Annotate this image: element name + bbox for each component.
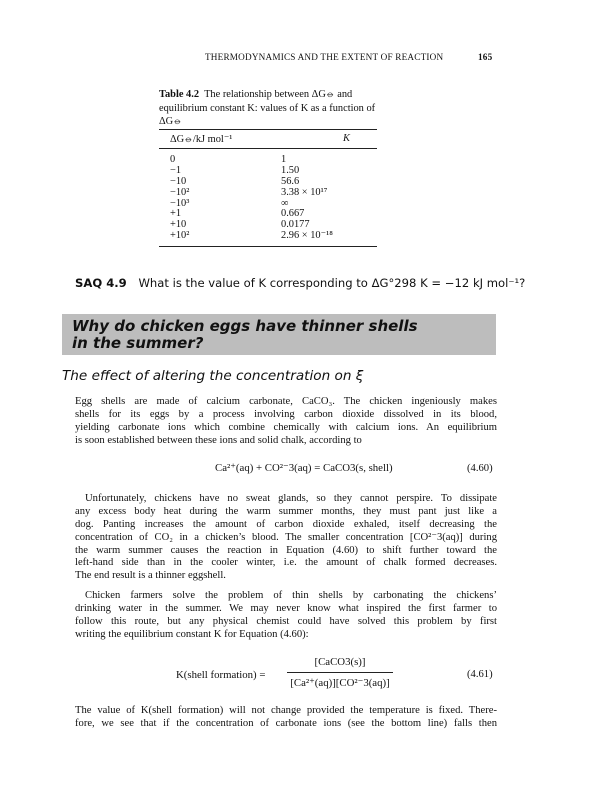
- text-line: dog. Panting increases the amount of carbon dioxide exhaled, itself decreasing the: [75, 518, 497, 530]
- text-line: is soon established between these ions and solid chalk, according to: [75, 434, 362, 446]
- table-cell-k: ∞: [281, 197, 289, 209]
- subheading: The effect of altering the concentration on ξ: [62, 368, 364, 384]
- table-row: [0, 155, 615, 166]
- paragraph-1: [75, 396, 497, 448]
- table-cell-dg: +10²: [170, 230, 190, 242]
- table-row: [0, 231, 615, 242]
- table-cell-dg: −10³: [170, 197, 190, 209]
- text-line: writing the equilibrium constant K for Equation (4.60):: [75, 628, 309, 640]
- table-caption: [159, 88, 377, 129]
- table-cell-dg: −10²: [170, 186, 190, 198]
- equation-4-61-number: (4.61): [467, 669, 493, 680]
- text-line: Chicken farmers solve the problem of thin shells by carbonating the chickens’: [85, 590, 497, 601]
- saq-block: [75, 276, 535, 290]
- table-bottom-rule: [159, 246, 377, 247]
- equation-4-61-denominator: [Ca²⁺(aq)][CO²⁻3(aq)]: [290, 677, 390, 689]
- table-cell-k: 1: [281, 154, 287, 165]
- text-line: left-hand side than in the cooler winter, i.e. the amount of chalk formed decreases.: [75, 557, 497, 569]
- running-title: THERMODYNAMICS AND THE EXTENT OF REACTION: [205, 52, 444, 62]
- text-line: fore, we see that if the concentration of carbonate ions (see the bottom line) falls then: [75, 717, 497, 729]
- table-col1-header: ΔG⦵/kJ mol⁻¹: [170, 134, 233, 145]
- fraction-bar: [287, 672, 393, 673]
- table-cell-dg: −1: [170, 164, 182, 176]
- paragraph-4: [75, 705, 497, 731]
- text-line: The value of K(shell formation) will not change provided the temperature is fixed. There-: [75, 705, 497, 716]
- table-cell-dg: +1: [170, 208, 182, 220]
- text-line: concentration of CO₂ in a chicken’s blood. The smaller concentration [CO²⁻3(aq)] during: [75, 531, 497, 543]
- text-line: Egg shells are made of calcium carbonate, CaCO₃. The chicken ingeniously makes: [75, 396, 497, 407]
- table-cell-k: 3.38 × 10¹⁷: [281, 186, 328, 198]
- text-line: Unfortunately, chickens have no sweat glands, so they cannot perspire. To dissipate: [85, 493, 497, 504]
- text-line: any excess body heat during the warm summer months, they must pant just like a: [75, 505, 497, 517]
- section-heading: [72, 318, 492, 352]
- table-caption-text: The relationship between ΔG⦵ and equilibrium constant K: values of K as a function of ΔG⦵: [159, 89, 376, 127]
- text-line: the warm summer causes the reaction in Equation (4.60) to shift further toward the: [75, 544, 497, 556]
- saq-question: What is the value of K corresponding to ΔG°298 K = −12 kJ mol⁻¹?: [138, 276, 526, 290]
- equation-4-61-lhs: K(shell formation) =: [176, 669, 266, 681]
- table-col2-header: K: [343, 133, 350, 144]
- text-line: yielding carbonate ions which combine chemically with calcium ions. An equilibrium: [75, 421, 497, 433]
- table-cell-dg: +10: [170, 219, 187, 231]
- text-line: drinking water in the summer. We may never know what inspired the first farmer to: [75, 602, 497, 614]
- equation-4-60: Ca²⁺(aq) + CO²⁻3(aq) = CaCO3(s, shell): [215, 462, 393, 474]
- text-line: follow this route, but any physical chemist could have solved this problem by first: [75, 615, 497, 627]
- table-top-rule: [159, 129, 377, 130]
- equation-4-60-number: (4.60): [467, 463, 493, 474]
- table-caption-label: Table 4.2: [159, 89, 200, 100]
- page-number: 165: [478, 52, 493, 62]
- table-cell-k: 2.96 × 10⁻¹⁸: [281, 230, 333, 242]
- table-cell-k: 1.50: [281, 164, 300, 176]
- table-row: [0, 188, 615, 199]
- equation-4-61-numerator: [CaCO3(s)]: [314, 656, 366, 668]
- paragraph-2: [75, 493, 497, 583]
- table-cell-k: 0.667: [281, 208, 305, 220]
- table-cell-dg: −10: [170, 175, 187, 187]
- text-line: shells for its eggs by a process involving carbon dioxide dissolved in its blood,: [75, 408, 497, 420]
- paragraph-3: [75, 590, 497, 642]
- table-row: [0, 199, 615, 210]
- section-heading-line1: Why do chicken eggs have thinner shells: [72, 317, 418, 335]
- table-body: [0, 155, 615, 242]
- table-row: [0, 166, 615, 177]
- table-cell-dg: 0: [170, 154, 176, 165]
- table-cell-k: 0.0177: [281, 219, 310, 231]
- text-line: The end result is a thinner eggshell.: [75, 570, 226, 582]
- section-heading-line2: in the summer?: [72, 334, 204, 352]
- table-header-rule: [159, 148, 377, 149]
- table-cell-k: 56.6: [281, 175, 300, 187]
- saq-label: SAQ 4.9: [75, 276, 127, 290]
